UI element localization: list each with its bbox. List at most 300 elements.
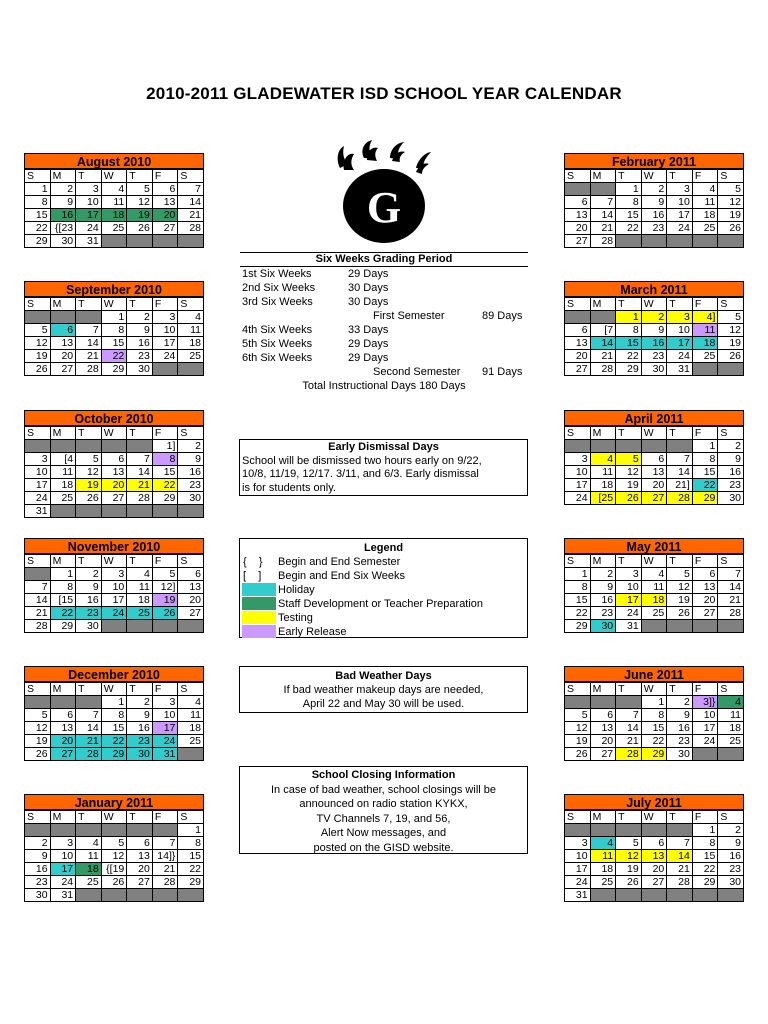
empty-day-cell	[178, 363, 204, 376]
day-cell: 20	[152, 209, 178, 222]
weekday-header: T	[616, 427, 642, 440]
month-june-2011	[564, 666, 744, 761]
day-cell: 20	[565, 350, 591, 363]
week-row	[25, 466, 204, 479]
semester-days: 89 Days	[482, 310, 523, 322]
week-row	[25, 222, 204, 235]
empty-day-cell	[667, 620, 693, 633]
day-cell: 4	[641, 568, 667, 581]
day-cell: 17	[667, 337, 693, 350]
weekday-header: F	[692, 170, 718, 183]
day-cell: 13	[590, 722, 616, 735]
day-cell: 9	[718, 453, 744, 466]
day-cell: 28	[25, 620, 51, 633]
day-cell: 14	[667, 466, 693, 479]
day-cell: 22	[50, 607, 76, 620]
day-cell: 20	[178, 594, 204, 607]
day-cell: 26	[565, 748, 591, 761]
day-cell: 17	[101, 594, 127, 607]
bad-weather-line: April 22 and May 30 will be used.	[302, 698, 465, 710]
weekday-header: F	[152, 298, 178, 311]
day-cell: 21	[76, 350, 102, 363]
weekday-header: S	[178, 427, 204, 440]
day-cell: 21	[25, 607, 51, 620]
day-cell: 8	[25, 196, 51, 209]
day-cell: 7	[76, 324, 102, 337]
day-cell: 6	[50, 324, 76, 337]
weekday-header: F	[692, 683, 718, 696]
empty-day-cell	[590, 696, 616, 709]
day-cell: 3	[667, 311, 693, 324]
day-cell: 19	[616, 479, 642, 492]
day-cell: 22	[616, 222, 642, 235]
day-cell: 16	[76, 594, 102, 607]
logo-letter: G	[366, 183, 402, 232]
weekday-header: F	[152, 811, 178, 824]
weekday-header: M	[590, 170, 616, 183]
day-cell: 23	[178, 479, 204, 492]
day-cell: 18	[641, 594, 667, 607]
day-cell: 11	[692, 196, 718, 209]
legend-symbol: [ ]	[243, 570, 262, 582]
day-cell: 21	[718, 594, 744, 607]
day-cell: 5	[76, 453, 102, 466]
day-cell: 24	[152, 350, 178, 363]
day-cell: 6	[50, 709, 76, 722]
day-cell: 20	[590, 735, 616, 748]
day-cell: 30	[50, 235, 76, 248]
weekday-header: W	[641, 298, 667, 311]
weekday-header: T	[616, 555, 642, 568]
day-cell: 9	[25, 850, 51, 863]
day-cell: 11	[101, 196, 127, 209]
day-cell: 25	[178, 735, 204, 748]
weekday-header: T	[616, 170, 642, 183]
day-cell: 9	[590, 581, 616, 594]
weekday-header: W	[641, 683, 667, 696]
day-cell: 11	[178, 709, 204, 722]
legend-label: Staff Development or Teacher Preparation	[278, 598, 484, 610]
day-cell: 22	[152, 479, 178, 492]
day-cell: 19	[152, 594, 178, 607]
day-cell: 18	[178, 722, 204, 735]
day-cell: 5	[718, 183, 744, 196]
day-cell: 27	[565, 235, 591, 248]
day-cell: 24	[667, 350, 693, 363]
day-cell: 3	[565, 837, 591, 850]
empty-day-cell	[718, 748, 744, 761]
grading-days: 30 Days	[348, 296, 389, 308]
day-cell: 16	[641, 337, 667, 350]
day-cell: 29	[565, 620, 591, 633]
day-cell: 6	[590, 709, 616, 722]
day-cell: 19	[718, 209, 744, 222]
grading-row	[240, 323, 528, 337]
day-cell: 17	[667, 209, 693, 222]
weekday-header: S	[718, 555, 744, 568]
day-cell: 23	[127, 735, 153, 748]
day-cell: 10	[50, 850, 76, 863]
day-cell: 24	[101, 607, 127, 620]
weekday-header: M	[590, 427, 616, 440]
day-cell: [7	[590, 324, 616, 337]
day-cell: 10	[565, 850, 591, 863]
legend-item	[240, 569, 527, 583]
day-cell: 28	[718, 607, 744, 620]
early-dismissal-line: 10/8, 11/19, 12/17. 3/11, and 6/3. Early dismissal	[242, 468, 479, 480]
weekday-header: S	[718, 298, 744, 311]
day-cell: 17	[25, 479, 51, 492]
day-cell: 30	[127, 748, 153, 761]
empty-day-cell	[76, 311, 102, 324]
grading-row	[240, 295, 528, 309]
weekday-header: T	[127, 427, 153, 440]
legend-item	[240, 597, 527, 611]
week-row	[25, 607, 204, 620]
month-header: April 2011	[564, 410, 744, 426]
day-cell: 5	[718, 311, 744, 324]
week-row	[565, 722, 744, 735]
month-november-2010	[24, 538, 204, 633]
day-cell: 21	[590, 222, 616, 235]
week-row	[25, 581, 204, 594]
empty-day-cell	[641, 440, 667, 453]
day-cell: 5	[101, 837, 127, 850]
empty-day-cell	[565, 440, 591, 453]
day-cell: 28	[667, 876, 693, 889]
grading-days: 30 Days	[348, 282, 389, 294]
weekday-header: F	[692, 298, 718, 311]
empty-day-cell	[101, 824, 127, 837]
day-cell: 27	[692, 607, 718, 620]
day-cell: 30	[667, 748, 693, 761]
legend-box	[239, 538, 528, 638]
day-cell: 22	[641, 735, 667, 748]
empty-day-cell	[25, 568, 51, 581]
grading-row	[240, 281, 528, 295]
weekday-header: T	[76, 298, 102, 311]
day-cell: 13	[178, 581, 204, 594]
month-header: July 2011	[564, 794, 744, 810]
day-cell: 20	[565, 222, 591, 235]
day-cell: 2	[667, 696, 693, 709]
weekday-header: W	[641, 170, 667, 183]
weekday-header: W	[101, 555, 127, 568]
day-cell: 22	[616, 350, 642, 363]
day-cell: 12	[667, 581, 693, 594]
day-cell: 18	[127, 594, 153, 607]
day-cell: 30	[25, 889, 51, 902]
day-cell: 10	[667, 324, 693, 337]
week-row	[25, 235, 204, 248]
day-cell: 26	[718, 222, 744, 235]
legend-label: Holiday	[278, 584, 315, 596]
day-cell: 6	[152, 183, 178, 196]
day-cell: 4]	[692, 311, 718, 324]
legend-swatch	[242, 611, 276, 624]
month-october-2010	[24, 410, 204, 518]
empty-day-cell	[76, 505, 102, 518]
day-cell: [25	[590, 492, 616, 505]
day-cell: 21	[616, 735, 642, 748]
legend-item	[240, 555, 527, 569]
empty-day-cell	[101, 620, 127, 633]
day-cell: 24	[76, 222, 102, 235]
day-cell: 9	[127, 324, 153, 337]
day-cell: 14	[127, 466, 153, 479]
week-row	[25, 722, 204, 735]
weekday-header: T	[76, 811, 102, 824]
empty-day-cell	[692, 620, 718, 633]
week-row	[25, 696, 204, 709]
day-cell: 13	[127, 850, 153, 863]
weekday-header: S	[565, 298, 591, 311]
day-cell: 12]	[152, 581, 178, 594]
week-row	[565, 594, 744, 607]
weekday-header: S	[718, 170, 744, 183]
day-cell: 2	[718, 440, 744, 453]
day-cell: 12	[127, 196, 153, 209]
day-cell: 2	[641, 311, 667, 324]
day-cell: 14	[178, 196, 204, 209]
day-cell: 20	[641, 479, 667, 492]
week-row	[25, 568, 204, 581]
day-cell: 4	[718, 696, 744, 709]
day-cell: 23	[718, 863, 744, 876]
week-row	[25, 594, 204, 607]
day-cell: 25	[76, 876, 102, 889]
day-cell: 29	[641, 748, 667, 761]
day-cell: 20	[50, 350, 76, 363]
day-cell: 25	[718, 735, 744, 748]
month-april-2011	[564, 410, 744, 505]
weekday-header: F	[692, 427, 718, 440]
day-cell: 26	[616, 876, 642, 889]
day-cell: 26	[152, 607, 178, 620]
month-header: March 2011	[564, 281, 744, 297]
day-cell: 30	[718, 876, 744, 889]
day-cell: 23	[127, 350, 153, 363]
day-cell: 8	[692, 837, 718, 850]
weekday-header: F	[692, 811, 718, 824]
empty-day-cell	[152, 620, 178, 633]
legend-heading: Legend	[363, 542, 404, 554]
day-cell: 10	[667, 196, 693, 209]
day-cell: 2	[718, 824, 744, 837]
day-cell: 25	[127, 607, 153, 620]
week-row	[565, 735, 744, 748]
empty-day-cell	[152, 235, 178, 248]
day-cell: 15	[25, 209, 51, 222]
week-row	[565, 479, 744, 492]
weekday-header: T	[127, 298, 153, 311]
day-cell: 17	[152, 337, 178, 350]
day-cell: 2	[641, 183, 667, 196]
day-cell: 13	[565, 209, 591, 222]
empty-day-cell	[590, 183, 616, 196]
day-cell: 28	[590, 363, 616, 376]
weekday-header: T	[127, 811, 153, 824]
weekday-header: M	[50, 427, 76, 440]
empty-day-cell	[565, 824, 591, 837]
day-cell: 10	[76, 196, 102, 209]
weekday-header: S	[565, 170, 591, 183]
day-cell: 18	[76, 863, 102, 876]
empty-day-cell	[667, 440, 693, 453]
day-cell: 13	[641, 850, 667, 863]
weekday-header: T	[616, 683, 642, 696]
day-cell: 27	[641, 876, 667, 889]
weekday-header: T	[667, 683, 693, 696]
day-cell: 19	[616, 863, 642, 876]
day-cell: 15	[565, 594, 591, 607]
weekday-header: S	[565, 811, 591, 824]
day-cell: 11	[590, 466, 616, 479]
day-cell: 2	[178, 440, 204, 453]
weekday-header: M	[50, 170, 76, 183]
day-cell: 12	[616, 466, 642, 479]
day-cell: 22	[692, 479, 718, 492]
day-cell: 1	[616, 183, 642, 196]
day-cell: 11	[641, 581, 667, 594]
day-cell: 14	[76, 722, 102, 735]
day-cell: 13	[692, 581, 718, 594]
day-cell: 26	[76, 492, 102, 505]
day-cell: 18	[178, 337, 204, 350]
month-header: September 2010	[24, 281, 204, 297]
day-cell: 13	[101, 466, 127, 479]
day-cell: 26	[25, 363, 51, 376]
day-cell: 10	[101, 581, 127, 594]
early-dismissal-line: School will be dismissed two hours early on 9/22,	[242, 454, 482, 467]
empty-day-cell	[101, 505, 127, 518]
day-cell: 29	[25, 235, 51, 248]
day-cell: 19	[25, 350, 51, 363]
week-row	[25, 209, 204, 222]
day-cell: 23	[641, 222, 667, 235]
day-cell: 8	[692, 453, 718, 466]
weekday-header: T	[76, 555, 102, 568]
weekday-header: T	[127, 170, 153, 183]
day-cell: 31	[76, 235, 102, 248]
day-cell: 23	[590, 607, 616, 620]
weekday-header: T	[667, 427, 693, 440]
week-row	[565, 196, 744, 209]
day-cell: 9	[718, 837, 744, 850]
day-cell: 14	[590, 337, 616, 350]
day-cell: 23	[641, 350, 667, 363]
day-cell: 8	[178, 837, 204, 850]
day-cell: 23	[25, 876, 51, 889]
empty-day-cell	[692, 748, 718, 761]
day-cell: 8	[152, 453, 178, 466]
day-cell: 10	[692, 709, 718, 722]
weekday-header: S	[178, 298, 204, 311]
empty-day-cell	[101, 889, 127, 902]
grading-row	[240, 267, 528, 281]
empty-day-cell	[616, 440, 642, 453]
day-cell: 12	[76, 466, 102, 479]
weekday-header: W	[101, 683, 127, 696]
weekday-header: T	[667, 811, 693, 824]
day-cell: 1	[565, 568, 591, 581]
day-cell: 17	[565, 863, 591, 876]
early-dismissal-line: is for students only.	[242, 481, 336, 494]
day-cell: 30	[718, 492, 744, 505]
day-cell: 12	[616, 850, 642, 863]
week-row	[25, 337, 204, 350]
grading-period-name: 4th Six Weeks	[242, 324, 313, 336]
day-cell: 3	[565, 453, 591, 466]
week-row	[25, 311, 204, 324]
weekday-header: S	[718, 427, 744, 440]
day-cell: 6	[178, 568, 204, 581]
day-cell: 5	[667, 568, 693, 581]
day-cell: 16	[718, 850, 744, 863]
day-cell: 25	[641, 607, 667, 620]
empty-day-cell	[718, 620, 744, 633]
day-cell: 1	[641, 696, 667, 709]
day-cell: 8	[101, 324, 127, 337]
school-closing-line: Alert Now messages, and	[320, 827, 447, 839]
empty-day-cell	[565, 311, 591, 324]
day-cell: 21	[152, 863, 178, 876]
day-cell: 9	[178, 453, 204, 466]
day-cell: 11	[692, 324, 718, 337]
week-row	[25, 183, 204, 196]
bad-weather-heading: Bad Weather Days	[335, 670, 432, 682]
week-row	[25, 350, 204, 363]
day-cell: 7	[616, 709, 642, 722]
day-cell: 15	[616, 209, 642, 222]
week-row	[565, 620, 744, 633]
school-closing-line: In case of bad weather, school closings will be	[270, 783, 497, 796]
week-row	[25, 735, 204, 748]
grading-heading: Six Weeks Grading Period	[240, 252, 528, 267]
day-cell: 18	[590, 479, 616, 492]
day-cell: 15	[101, 337, 127, 350]
day-cell: 13	[50, 722, 76, 735]
day-cell: 19	[25, 735, 51, 748]
empty-day-cell	[178, 505, 204, 518]
grading-period-name: 5th Six Weeks	[242, 338, 313, 350]
day-cell: {[23	[50, 222, 76, 235]
day-cell: 31	[152, 748, 178, 761]
day-cell: 17	[565, 479, 591, 492]
weekday-header: W	[101, 427, 127, 440]
day-cell: 17	[50, 863, 76, 876]
grading-days: 29 Days	[348, 268, 389, 280]
day-cell: 29	[178, 876, 204, 889]
weekday-header: F	[152, 170, 178, 183]
page-title: 2010-2011 GLADEWATER ISD SCHOOL YEAR CALENDAR	[146, 84, 622, 103]
empty-day-cell	[641, 824, 667, 837]
day-cell: 7	[25, 581, 51, 594]
weekday-header: M	[50, 811, 76, 824]
day-cell: 1	[692, 824, 718, 837]
day-cell: 17	[692, 722, 718, 735]
day-cell: 4	[101, 183, 127, 196]
weekday-header: S	[25, 298, 51, 311]
day-cell: 12	[718, 324, 744, 337]
early-dismissal-heading: Early Dismissal Days	[328, 441, 439, 453]
day-cell: 31	[667, 363, 693, 376]
day-cell: 27	[127, 876, 153, 889]
empty-day-cell	[692, 363, 718, 376]
week-row	[565, 709, 744, 722]
day-cell: 1	[692, 440, 718, 453]
day-cell: 24	[616, 607, 642, 620]
